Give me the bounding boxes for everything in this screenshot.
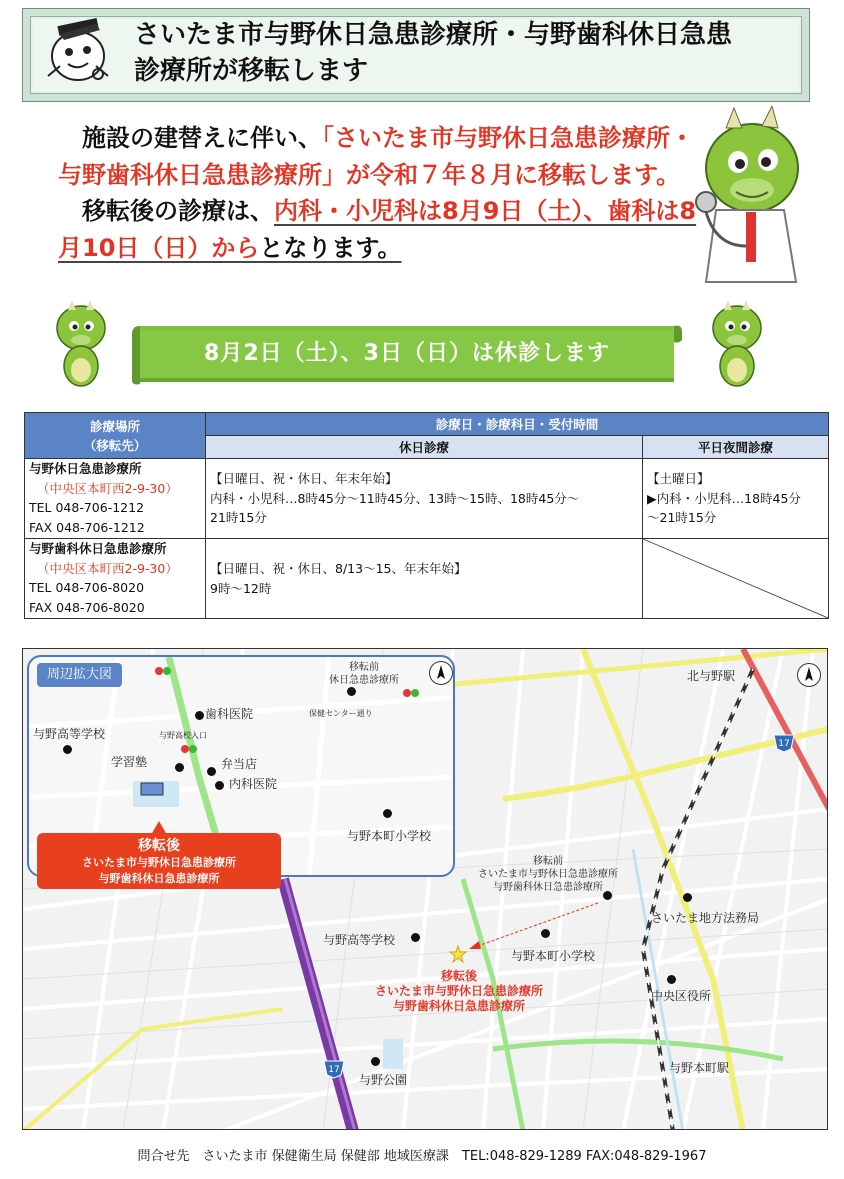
inset-dental-clinic-label: 歯科医院 bbox=[205, 707, 254, 721]
yono-park-label: 与野公園 bbox=[359, 1073, 408, 1087]
page-title bbox=[134, 17, 794, 89]
old-site-line-3: 与野歯科休日急患診療所 bbox=[493, 882, 603, 893]
new-site-star-icon bbox=[449, 945, 467, 963]
inset-juku-marker bbox=[175, 763, 184, 772]
inset-elem-school-marker bbox=[383, 809, 392, 818]
table-row bbox=[25, 539, 829, 619]
elem-school-label: 与野本町小学校 bbox=[511, 949, 596, 963]
north-arrow-icon bbox=[797, 663, 821, 687]
kitayono-station-label: 北与野駅 bbox=[687, 669, 736, 683]
relocation-arrow bbox=[463, 899, 603, 953]
inset-dental-clinic-marker bbox=[195, 711, 204, 720]
header-weeknight: 平日夜間診療 bbox=[643, 436, 829, 459]
clinic-tel: TEL 048-706-1212 bbox=[29, 500, 145, 515]
place-cell bbox=[25, 539, 206, 619]
inset-north-arrow-icon bbox=[429, 661, 453, 685]
elem-school-marker bbox=[541, 929, 550, 938]
inset-internal-clinic-marker bbox=[215, 781, 224, 790]
high-school-label: 与野高等学校 bbox=[323, 933, 396, 947]
inset-internal-clinic-label: 内科医院 bbox=[229, 777, 278, 791]
weeknight-cell bbox=[643, 459, 829, 539]
schedule-table bbox=[24, 412, 829, 619]
legal-bureau-marker bbox=[683, 893, 692, 902]
intro-p2-tail: となります。 bbox=[259, 233, 402, 262]
route-17-shield-icon-south bbox=[321, 1059, 347, 1079]
yono-park-marker bbox=[371, 1057, 380, 1066]
inset-street-label: 保健センター通り bbox=[309, 709, 373, 718]
header-place-label: 診療場所 bbox=[89, 418, 140, 434]
yono-honmachi-station-label: 与野本町駅 bbox=[669, 1061, 730, 1075]
intro-paragraph-2 bbox=[58, 193, 698, 266]
clinic-address: （中央区本町西2-9-30） bbox=[37, 560, 178, 576]
new-site-line-2: さいたま市与野休日急患診療所 bbox=[374, 984, 543, 998]
weeknight-days: 【土曜日】 bbox=[647, 471, 710, 487]
inset-bento-marker bbox=[207, 767, 216, 776]
route-number-label-south: 17 bbox=[328, 1065, 340, 1075]
weeknight-hours: ▶内科・小児科…18時45分 bbox=[647, 490, 801, 506]
callout-pointer bbox=[151, 821, 167, 835]
new-site-line-3: 与野歯科休日急患診療所 bbox=[392, 999, 525, 1013]
empty-cell-diagonal bbox=[643, 539, 828, 618]
new-site-line-1: 移転後 bbox=[440, 969, 477, 983]
clinic-fax: FAX 048-706-1212 bbox=[29, 519, 145, 535]
old-site-line-1: 移転前 bbox=[533, 856, 563, 867]
doctor-mascot-illustration bbox=[38, 16, 120, 86]
dragon-doctor-mascot bbox=[686, 106, 812, 290]
new-site-label bbox=[359, 969, 559, 1014]
callout-line-3: 与野歯科休日急患診療所 bbox=[98, 872, 220, 885]
inset-bento-label: 弁当店 bbox=[221, 757, 258, 771]
holiday-days: 【日曜日、祝・休日、年末年始】 bbox=[210, 471, 398, 487]
closed-days-notice: 8月2日（土）、3日（日）は休診します bbox=[204, 341, 610, 366]
page-title-line-1: さいたま市与野休日急患診療所・与野歯科休日急患 bbox=[134, 20, 733, 50]
intro-p2-lead: 移転後の診療は、 bbox=[82, 197, 274, 225]
inset-new-site-callout bbox=[37, 833, 281, 889]
inset-juku-label: 学習塾 bbox=[111, 755, 148, 769]
ward-office-label: 中央区役所 bbox=[651, 989, 712, 1003]
clinic-tel: TEL 048-706-8020 bbox=[29, 580, 145, 595]
header-holiday: 休日診療 bbox=[206, 436, 643, 459]
old-site-marker bbox=[603, 891, 612, 900]
intro-p1-highlight: 「さいたま市与野休日急患診療所・与野歯科休日急患診療所」が令和７年８月に移転します。 bbox=[58, 124, 694, 189]
dragon-mascot-left bbox=[50, 300, 112, 390]
inset-old-site-label bbox=[329, 661, 399, 687]
route-17-shield-icon bbox=[771, 733, 797, 753]
inset-high-school-marker bbox=[63, 745, 72, 754]
legal-bureau-label: さいたま地方法務局 bbox=[651, 911, 760, 925]
clinic-name: 与野歯科休日急患診療所 bbox=[29, 541, 167, 556]
holiday-hours: 内科・小児科…8時45分～11時45分、13時～15時、18時45分～ bbox=[210, 490, 580, 506]
dragon-mascot-right bbox=[706, 300, 768, 390]
location-map bbox=[22, 648, 828, 1130]
table-row bbox=[25, 459, 829, 539]
inset-high-school-entrance-label: 与野高校入口 bbox=[159, 731, 207, 740]
header-place-sub: （移転先） bbox=[83, 437, 147, 453]
route-number-label: 17 bbox=[778, 739, 790, 749]
ward-office-marker bbox=[667, 975, 676, 984]
callout-line-2: さいたま市与野休日急患診療所 bbox=[82, 856, 236, 869]
header-schedule: 診療日・診療科目・受付時間 bbox=[206, 413, 829, 436]
callout-title: 移転後 bbox=[138, 838, 180, 854]
intro-p2-highlight: 内科・小児科は8月9日（土）、歯科は8月10日（日）から bbox=[58, 197, 697, 262]
old-site-label bbox=[463, 855, 633, 894]
weeknight-hours-cont: ～21時15分 bbox=[647, 510, 717, 526]
contact-footer: 問合せ先 さいたま市 保健衛生局 保健部 地域医療課 TEL:048-829-1289 FAX:048-829-1967 bbox=[137, 1149, 707, 1164]
holiday-hours: 9時～12時 bbox=[210, 580, 272, 596]
inset-map-title: 周辺拡大図 bbox=[37, 663, 122, 687]
holiday-hours-cont: 21時15分 bbox=[210, 510, 267, 526]
old-site-line-2: さいたま市与野休日急患診療所 bbox=[478, 869, 618, 880]
clinic-name: 与野休日急患診療所 bbox=[29, 461, 142, 476]
inset-old-site-marker bbox=[347, 687, 356, 696]
intro-paragraph-1 bbox=[58, 120, 698, 193]
holiday-days: 【日曜日、祝・休日、8/13～15、年末年始】 bbox=[210, 561, 467, 576]
holiday-cell bbox=[206, 539, 643, 619]
inset-high-school-label: 与野高等学校 bbox=[33, 727, 106, 741]
inset-old-site-line-2: 休日急患診療所 bbox=[329, 675, 399, 686]
inset-old-site-line-1: 移転前 bbox=[349, 662, 379, 673]
intro-paragraph bbox=[58, 120, 698, 266]
header-place bbox=[25, 413, 206, 459]
clinic-address: （中央区本町西2-9-30） bbox=[37, 480, 178, 496]
intro-p1-lead: 施設の建替えに伴い、 bbox=[82, 124, 322, 152]
high-school-marker bbox=[411, 933, 420, 942]
page-title-line-2: 診療所が移転します bbox=[134, 56, 369, 86]
place-cell bbox=[25, 459, 206, 539]
weeknight-cell-empty bbox=[643, 539, 829, 619]
holiday-cell bbox=[206, 459, 643, 539]
clinic-fax: FAX 048-706-8020 bbox=[29, 599, 145, 615]
inset-elem-school-label: 与野本町小学校 bbox=[347, 829, 432, 843]
